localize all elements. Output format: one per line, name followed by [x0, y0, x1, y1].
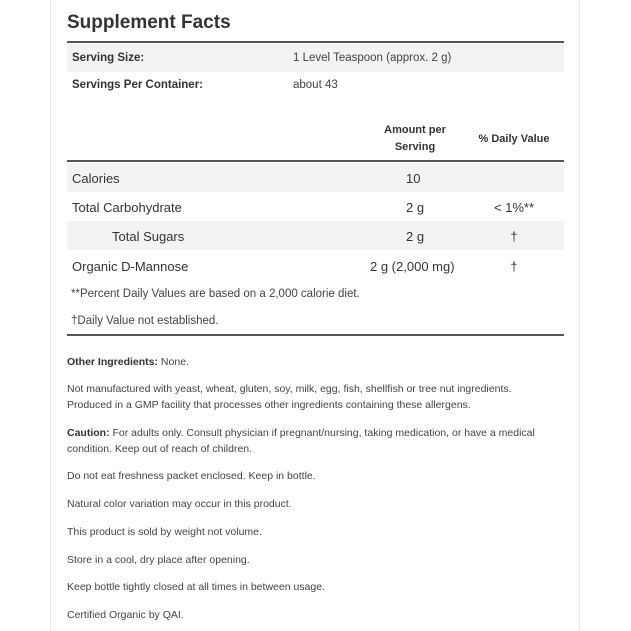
frame-right-border — [579, 0, 580, 631]
servings-per-container-label: Servings Per Container: — [72, 79, 204, 91]
caution-label: Caution: — [67, 427, 110, 439]
nutrient-amount: 10 — [406, 171, 421, 186]
amount-header-line2: Serving — [394, 141, 436, 153]
nutrient-amount: 2 g (2,000 mg) — [370, 259, 455, 274]
nutrient-name: Calories — [72, 171, 120, 186]
other-ingredients-text: None. — [158, 356, 189, 368]
allergen-note-line1: Not manufactured with yeast, wheat, gluten, soy, milk, egg, fish, shellfish or tree nut ingredients. — [67, 383, 512, 395]
frame-left-border — [50, 0, 51, 631]
serving-size-value: 1 Level Teaspoon (approx. 2 g) — [293, 52, 452, 64]
note-item: Natural color variation may occur in this product. — [67, 498, 292, 510]
top-rule — [67, 41, 564, 43]
footnote-percent-dv: **Percent Daily Values are based on a 2,000 calorie diet. — [71, 288, 360, 300]
caution-note — [67, 425, 564, 457]
bottom-rule — [67, 334, 564, 336]
nutrient-amount: 2 g — [406, 229, 425, 244]
nutrient-amount: 2 g — [406, 200, 425, 215]
allergen-note — [67, 381, 564, 413]
note-item: Certified Organic by QAI. — [67, 609, 184, 621]
serving-size-row — [67, 44, 564, 72]
nutrient-dv: † — [510, 229, 518, 244]
nutrient-row — [67, 251, 564, 280]
other-ingredients — [67, 354, 564, 370]
servings-per-container-value: about 43 — [293, 79, 338, 91]
nutrient-row — [67, 192, 564, 221]
amount-per-serving-header — [365, 122, 465, 156]
daily-value-header: % Daily Value — [478, 133, 550, 145]
nutrient-dv: † — [510, 259, 518, 274]
nutrient-name: Total Carbohydrate — [72, 200, 182, 215]
nutrient-row — [67, 221, 564, 250]
note-item: Store in a cool, dry place after opening. — [67, 554, 250, 566]
nutrient-name: Total Sugars — [112, 229, 185, 244]
panel-title: Supplement Facts — [67, 12, 231, 33]
note-item: Keep bottle tightly closed at all times in between usage. — [67, 581, 325, 593]
nutrient-name: Organic D-Mannose — [72, 259, 189, 274]
servings-per-container-row — [67, 71, 564, 99]
footnote-dv-not-established: †Daily Value not established. — [71, 315, 219, 327]
allergen-note-line2: Produced in a GMP facility that processes other ingredients containing these allergens. — [67, 399, 471, 411]
caution-text-line1: For adults only. Consult physician if pregnant/nursing, taking medication, or have a medical — [109, 427, 535, 439]
note-item: Do not eat freshness packet enclosed. Keep in bottle. — [67, 470, 316, 482]
amount-header-line1: Amount per — [384, 124, 446, 136]
header-rule — [67, 160, 564, 162]
nutrient-row — [67, 163, 564, 192]
other-ingredients-label: Other Ingredients: — [67, 356, 159, 368]
note-item: This product is sold by weight not volume. — [67, 526, 262, 538]
caution-text-line2: condition. Keep out of reach of children. — [67, 443, 253, 455]
nutrient-dv: < 1%** — [493, 200, 535, 215]
serving-size-label: Serving Size: — [72, 52, 145, 64]
